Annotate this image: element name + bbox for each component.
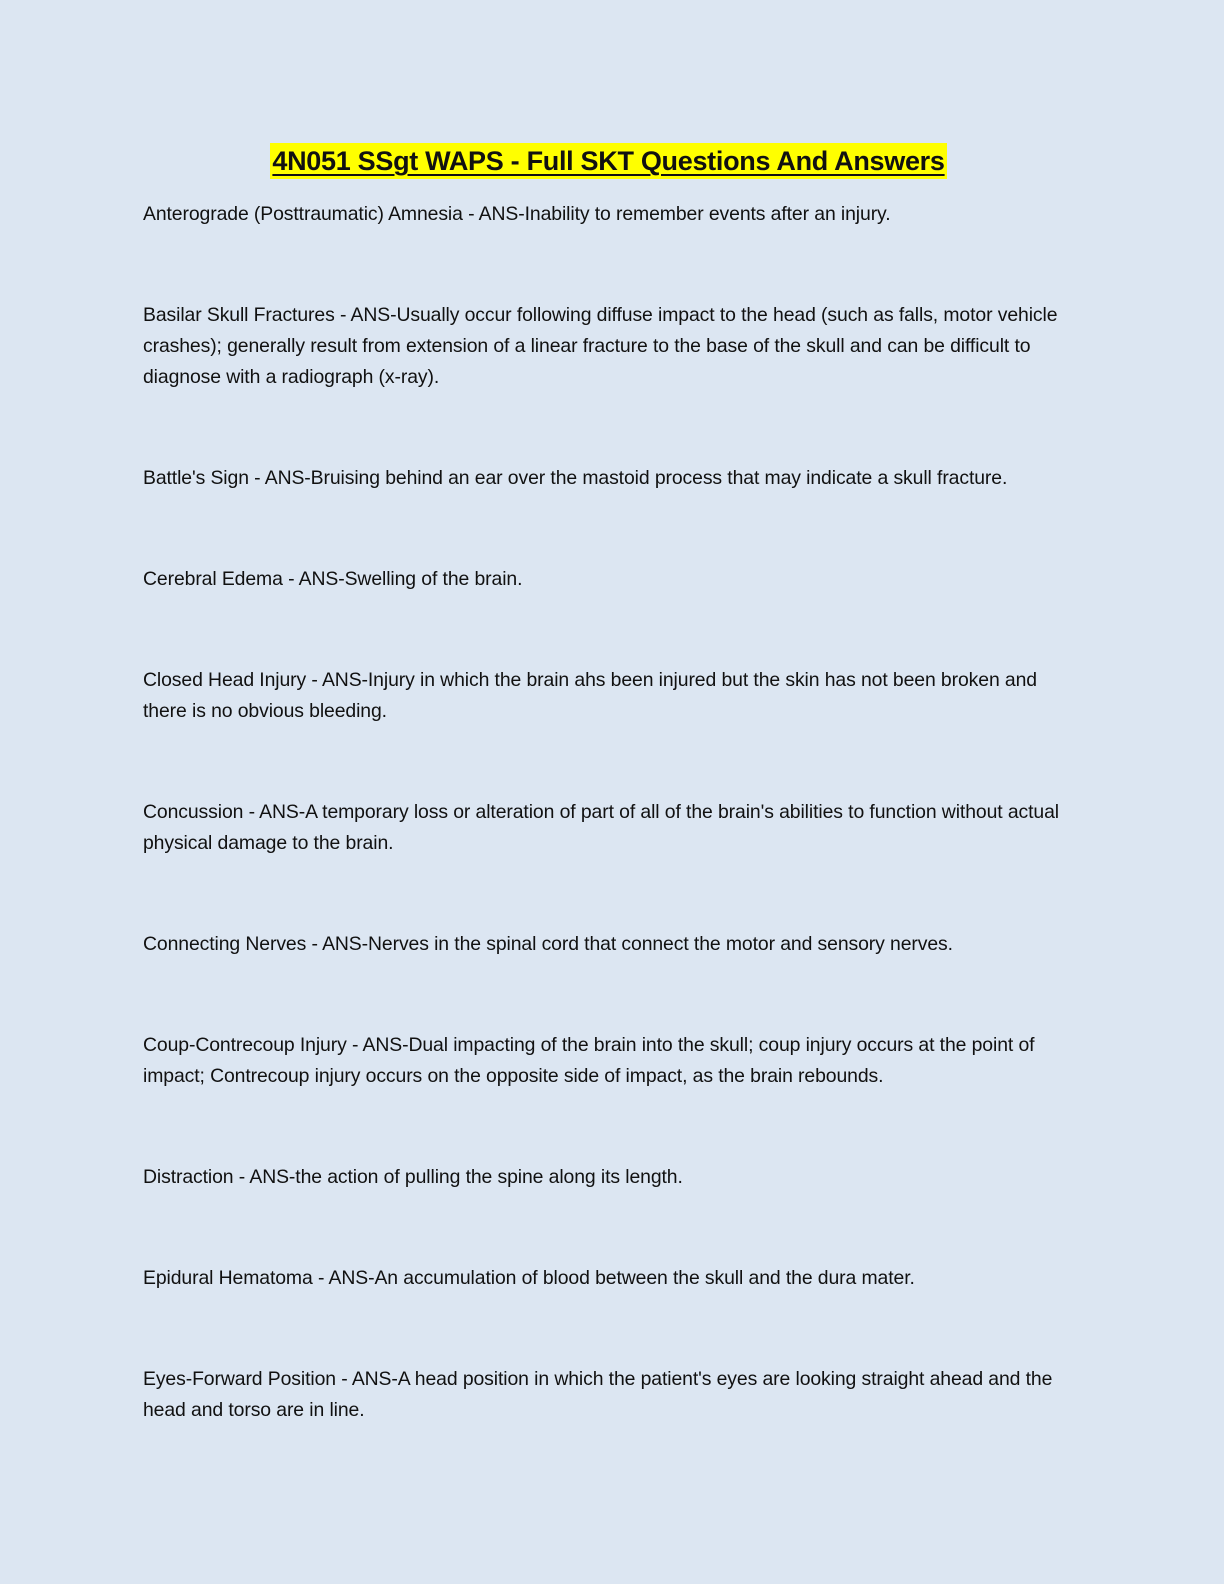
list-item: Coup-Contrecoup Injury - ANS-Dual impacting of the brain into the skull; coup injury occurs at the point of impact; Contrecoup injury occurs on the opposite side of impact, as the brain rebounds.	[143, 1034, 1035, 1087]
list-item: Epidural Hematoma - ANS-An accumulation of blood between the skull and the dura mater.	[143, 1267, 915, 1289]
flashcard-list	[143, 199, 1074, 1426]
list-item: Basilar Skull Fractures - ANS-Usually occur following diffuse impact to the head (such as falls, motor vehicle crashes); generally result from extension of a linear fracture to the base of the skull and can be difficult to diagnose with a radiograph (x-ray).	[143, 304, 1058, 388]
list-item: Closed Head Injury - ANS-Injury in which the brain ahs been injured but the skin has not been broken and there is no obvious bleeding.	[143, 669, 1037, 722]
title-container	[143, 143, 1074, 179]
list-item: Eyes-Forward Position - ANS-A head position in which the patient's eyes are looking straight ahead and the head and torso are in line.	[143, 1368, 1053, 1421]
list-item: Connecting Nerves - ANS-Nerves in the spinal cord that connect the motor and sensory nerves.	[143, 933, 953, 955]
list-item: Battle's Sign - ANS-Bruising behind an ear over the mastoid process that may indicate a skull fracture.	[143, 467, 1008, 489]
list-item: Distraction - ANS-the action of pulling the spine along its length.	[143, 1166, 683, 1188]
list-item: Anterograde (Posttraumatic) Amnesia - ANS-Inability to remember events after an injury.	[143, 203, 891, 225]
list-item: Cerebral Edema - ANS-Swelling of the brain.	[143, 568, 523, 590]
list-item: Concussion - ANS-A temporary loss or alteration of part of all of the brain's abilities to function without actual physical damage to the brain.	[143, 801, 1059, 854]
document-title: 4N051 SSgt WAPS - Full SKT Questions And Answers	[270, 143, 946, 179]
